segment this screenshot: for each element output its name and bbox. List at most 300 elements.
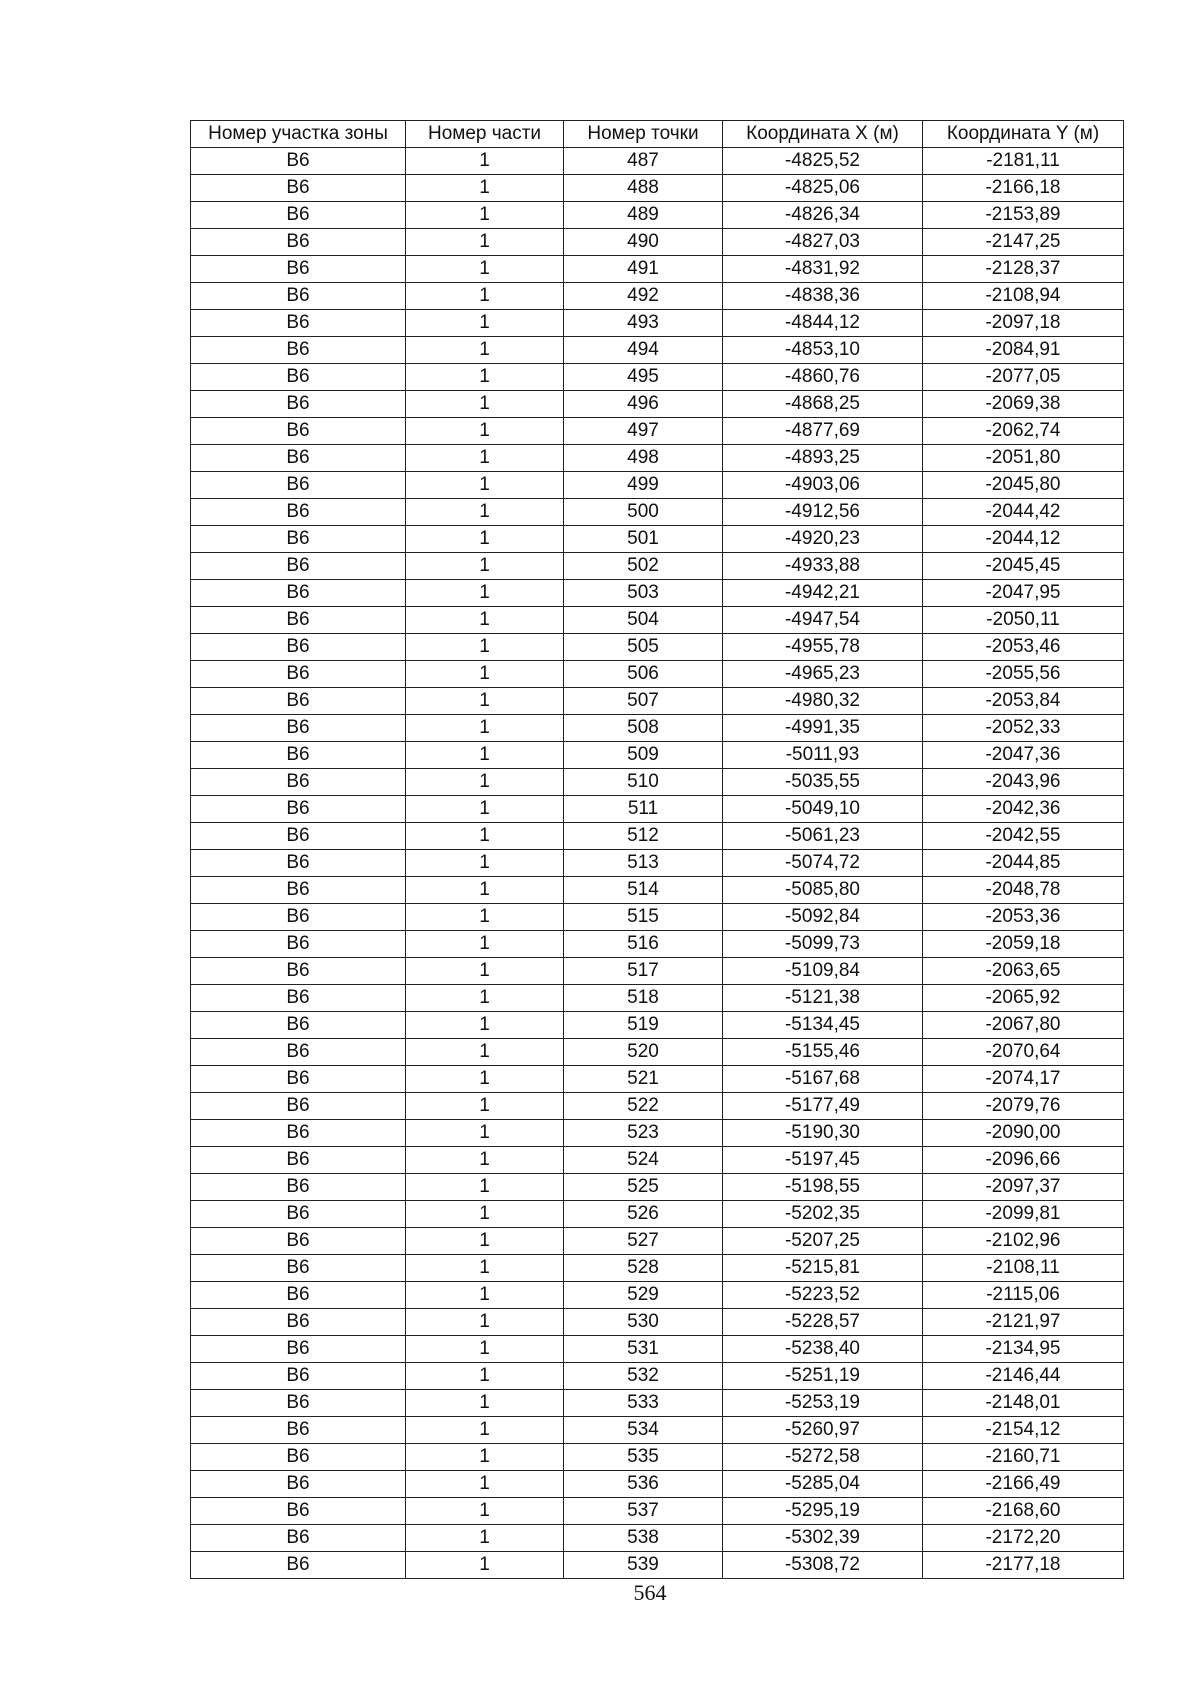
- table-row: [191, 445, 1124, 472]
- table-row: [191, 553, 1124, 580]
- part-number-cell: 1: [406, 1390, 564, 1417]
- coordinate-y-cell: -2097,18: [923, 310, 1124, 337]
- part-number-cell: 1: [406, 418, 564, 445]
- part-number-cell: 1: [406, 1120, 564, 1147]
- zone-section-cell: В6: [191, 364, 406, 391]
- point-number-cell: 507: [564, 688, 723, 715]
- point-number-cell: 535: [564, 1444, 723, 1471]
- zone-section-cell: В6: [191, 580, 406, 607]
- coordinate-x-cell: -5223,52: [723, 1282, 923, 1309]
- table-row: [191, 310, 1124, 337]
- table-row: [191, 742, 1124, 769]
- coordinate-x-cell: -5074,72: [723, 850, 923, 877]
- table-row: [191, 526, 1124, 553]
- part-number-cell: 1: [406, 850, 564, 877]
- part-number-cell: 1: [406, 175, 564, 202]
- part-number-cell: 1: [406, 1174, 564, 1201]
- coordinate-x-cell: -4868,25: [723, 391, 923, 418]
- part-number-cell: 1: [406, 985, 564, 1012]
- point-number-cell: 531: [564, 1336, 723, 1363]
- zone-section-cell: В6: [191, 607, 406, 634]
- coordinate-y-cell: -2079,76: [923, 1093, 1124, 1120]
- coordinate-y-cell: -2172,20: [923, 1525, 1124, 1552]
- table-row: [191, 499, 1124, 526]
- coordinate-y-cell: -2051,80: [923, 445, 1124, 472]
- table-row: [191, 715, 1124, 742]
- zone-section-cell: В6: [191, 796, 406, 823]
- coordinate-y-cell: -2102,96: [923, 1228, 1124, 1255]
- coordinate-y-cell: -2108,94: [923, 283, 1124, 310]
- part-number-cell: 1: [406, 148, 564, 175]
- table-row: [191, 337, 1124, 364]
- point-number-cell: 495: [564, 364, 723, 391]
- zone-section-cell: В6: [191, 553, 406, 580]
- coordinate-x-cell: -5215,81: [723, 1255, 923, 1282]
- part-number-cell: 1: [406, 1363, 564, 1390]
- coordinate-y-cell: -2153,89: [923, 202, 1124, 229]
- coordinate-y-cell: -2128,37: [923, 256, 1124, 283]
- table-row: [191, 769, 1124, 796]
- coordinate-y-cell: -2069,38: [923, 391, 1124, 418]
- point-number-cell: 501: [564, 526, 723, 553]
- point-number-cell: 533: [564, 1390, 723, 1417]
- coordinate-x-cell: -5011,93: [723, 742, 923, 769]
- part-number-cell: 1: [406, 526, 564, 553]
- point-number-cell: 497: [564, 418, 723, 445]
- coordinate-x-cell: -5285,04: [723, 1471, 923, 1498]
- zone-section-cell: В6: [191, 769, 406, 796]
- coordinate-x-cell: -5134,45: [723, 1012, 923, 1039]
- coordinate-x-cell: -5302,39: [723, 1525, 923, 1552]
- zone-section-cell: В6: [191, 499, 406, 526]
- coordinate-y-cell: -2181,11: [923, 148, 1124, 175]
- point-number-cell: 506: [564, 661, 723, 688]
- coordinate-x-cell: -5049,10: [723, 796, 923, 823]
- zone-section-cell: В6: [191, 1363, 406, 1390]
- point-number-cell: 490: [564, 229, 723, 256]
- table-header: [191, 121, 1124, 148]
- table-row: [191, 1390, 1124, 1417]
- part-number-cell: 1: [406, 472, 564, 499]
- coordinate-x-cell: -5260,97: [723, 1417, 923, 1444]
- zone-section-cell: В6: [191, 175, 406, 202]
- zone-section-cell: В6: [191, 1417, 406, 1444]
- zone-section-cell: В6: [191, 418, 406, 445]
- zone-section-cell: В6: [191, 1552, 406, 1579]
- coordinate-x-cell: -4831,92: [723, 256, 923, 283]
- coordinate-x-cell: -4947,54: [723, 607, 923, 634]
- coordinate-y-cell: -2043,96: [923, 769, 1124, 796]
- zone-section-cell: В6: [191, 148, 406, 175]
- table-row: [191, 823, 1124, 850]
- table-row: [191, 391, 1124, 418]
- coordinate-x-cell: -5308,72: [723, 1552, 923, 1579]
- part-number-cell: 1: [406, 1471, 564, 1498]
- coordinate-y-cell: -2045,45: [923, 553, 1124, 580]
- coordinate-y-cell: -2096,66: [923, 1147, 1124, 1174]
- point-number-cell: 522: [564, 1093, 723, 1120]
- point-number-cell: 503: [564, 580, 723, 607]
- part-number-cell: 1: [406, 1417, 564, 1444]
- coordinate-x-cell: -5295,19: [723, 1498, 923, 1525]
- point-number-cell: 504: [564, 607, 723, 634]
- point-number-cell: 523: [564, 1120, 723, 1147]
- table-row: [191, 1498, 1124, 1525]
- table-row: [191, 472, 1124, 499]
- zone-section-cell: В6: [191, 445, 406, 472]
- part-number-cell: 1: [406, 256, 564, 283]
- table-row: [191, 229, 1124, 256]
- coordinate-x-cell: -5085,80: [723, 877, 923, 904]
- part-number-cell: 1: [406, 580, 564, 607]
- part-number-cell: 1: [406, 1552, 564, 1579]
- point-number-cell: 515: [564, 904, 723, 931]
- point-number-cell: 494: [564, 337, 723, 364]
- coordinate-x-cell: -5155,46: [723, 1039, 923, 1066]
- header-coordinate-x: Координата X (м): [723, 121, 923, 148]
- header-part-number: Номер части: [406, 121, 564, 148]
- coordinate-x-cell: -5190,30: [723, 1120, 923, 1147]
- part-number-cell: 1: [406, 445, 564, 472]
- table-body: [191, 148, 1124, 1579]
- table-row: [191, 1444, 1124, 1471]
- point-number-cell: 488: [564, 175, 723, 202]
- part-number-cell: 1: [406, 202, 564, 229]
- coordinate-x-cell: -4825,06: [723, 175, 923, 202]
- part-number-cell: 1: [406, 1336, 564, 1363]
- coordinate-y-cell: -2154,12: [923, 1417, 1124, 1444]
- table-row: [191, 1093, 1124, 1120]
- part-number-cell: 1: [406, 1201, 564, 1228]
- part-number-cell: 1: [406, 1147, 564, 1174]
- coordinate-x-cell: -4955,78: [723, 634, 923, 661]
- part-number-cell: 1: [406, 283, 564, 310]
- point-number-cell: 524: [564, 1147, 723, 1174]
- zone-section-cell: В6: [191, 1039, 406, 1066]
- table-row: [191, 796, 1124, 823]
- part-number-cell: 1: [406, 1498, 564, 1525]
- coordinate-x-cell: -5207,25: [723, 1228, 923, 1255]
- point-number-cell: 530: [564, 1309, 723, 1336]
- part-number-cell: 1: [406, 1228, 564, 1255]
- coordinate-x-cell: -4877,69: [723, 418, 923, 445]
- part-number-cell: 1: [406, 634, 564, 661]
- coordinate-y-cell: -2052,33: [923, 715, 1124, 742]
- zone-section-cell: В6: [191, 337, 406, 364]
- coordinate-y-cell: -2047,95: [923, 580, 1124, 607]
- zone-section-cell: В6: [191, 310, 406, 337]
- coordinate-y-cell: -2044,42: [923, 499, 1124, 526]
- table-row: [191, 877, 1124, 904]
- part-number-cell: 1: [406, 1093, 564, 1120]
- table-row: [191, 904, 1124, 931]
- point-number-cell: 517: [564, 958, 723, 985]
- coordinate-y-cell: -2084,91: [923, 337, 1124, 364]
- coordinate-y-cell: -2053,36: [923, 904, 1124, 931]
- part-number-cell: 1: [406, 877, 564, 904]
- point-number-cell: 496: [564, 391, 723, 418]
- point-number-cell: 521: [564, 1066, 723, 1093]
- coordinate-y-cell: -2059,18: [923, 931, 1124, 958]
- zone-section-cell: В6: [191, 958, 406, 985]
- zone-section-cell: В6: [191, 877, 406, 904]
- coordinate-y-cell: -2067,80: [923, 1012, 1124, 1039]
- coordinate-x-cell: -5251,19: [723, 1363, 923, 1390]
- part-number-cell: 1: [406, 661, 564, 688]
- coordinate-y-cell: -2050,11: [923, 607, 1124, 634]
- zone-section-cell: В6: [191, 1012, 406, 1039]
- table-row: [191, 283, 1124, 310]
- table-row: [191, 931, 1124, 958]
- part-number-cell: 1: [406, 1282, 564, 1309]
- coordinate-x-cell: -5253,19: [723, 1390, 923, 1417]
- zone-section-cell: В6: [191, 472, 406, 499]
- zone-section-cell: В6: [191, 1120, 406, 1147]
- point-number-cell: 539: [564, 1552, 723, 1579]
- coordinate-y-cell: -2053,84: [923, 688, 1124, 715]
- point-number-cell: 513: [564, 850, 723, 877]
- point-number-cell: 519: [564, 1012, 723, 1039]
- table-row: [191, 256, 1124, 283]
- table-row: [191, 418, 1124, 445]
- point-number-cell: 511: [564, 796, 723, 823]
- part-number-cell: 1: [406, 715, 564, 742]
- point-number-cell: 493: [564, 310, 723, 337]
- table-row: [191, 1471, 1124, 1498]
- coordinate-x-cell: -4826,34: [723, 202, 923, 229]
- table-row: [191, 1417, 1124, 1444]
- coordinate-x-cell: -4825,52: [723, 148, 923, 175]
- coordinate-y-cell: -2077,05: [923, 364, 1124, 391]
- zone-section-cell: В6: [191, 1498, 406, 1525]
- point-number-cell: 502: [564, 553, 723, 580]
- table-row: [191, 148, 1124, 175]
- part-number-cell: 1: [406, 1012, 564, 1039]
- coordinate-y-cell: -2047,36: [923, 742, 1124, 769]
- table-row: [191, 661, 1124, 688]
- table-row: [191, 1039, 1124, 1066]
- table-row: [191, 1120, 1124, 1147]
- table-row: [191, 1201, 1124, 1228]
- part-number-cell: 1: [406, 796, 564, 823]
- zone-section-cell: В6: [191, 283, 406, 310]
- coordinate-x-cell: -4903,06: [723, 472, 923, 499]
- coordinate-y-cell: -2042,36: [923, 796, 1124, 823]
- part-number-cell: 1: [406, 769, 564, 796]
- coordinate-y-cell: -2042,55: [923, 823, 1124, 850]
- table-row: [191, 1309, 1124, 1336]
- point-number-cell: 509: [564, 742, 723, 769]
- zone-section-cell: В6: [191, 1093, 406, 1120]
- coordinate-y-cell: -2063,65: [923, 958, 1124, 985]
- point-number-cell: 529: [564, 1282, 723, 1309]
- coordinate-x-cell: -4965,23: [723, 661, 923, 688]
- part-number-cell: 1: [406, 229, 564, 256]
- header-point-number: Номер точки: [564, 121, 723, 148]
- zone-section-cell: В6: [191, 661, 406, 688]
- table-row: [191, 607, 1124, 634]
- part-number-cell: 1: [406, 553, 564, 580]
- zone-section-cell: В6: [191, 256, 406, 283]
- table-row: [191, 580, 1124, 607]
- part-number-cell: 1: [406, 391, 564, 418]
- coordinate-x-cell: -5228,57: [723, 1309, 923, 1336]
- coordinate-y-cell: -2168,60: [923, 1498, 1124, 1525]
- coordinate-x-cell: -5121,38: [723, 985, 923, 1012]
- header-row: [191, 121, 1124, 148]
- coordinate-y-cell: -2097,37: [923, 1174, 1124, 1201]
- zone-section-cell: В6: [191, 1336, 406, 1363]
- part-number-cell: 1: [406, 958, 564, 985]
- point-number-cell: 538: [564, 1525, 723, 1552]
- part-number-cell: 1: [406, 904, 564, 931]
- zone-section-cell: В6: [191, 742, 406, 769]
- part-number-cell: 1: [406, 688, 564, 715]
- zone-section-cell: В6: [191, 391, 406, 418]
- zone-section-cell: В6: [191, 985, 406, 1012]
- table-row: [191, 634, 1124, 661]
- coordinate-y-cell: -2065,92: [923, 985, 1124, 1012]
- point-number-cell: 498: [564, 445, 723, 472]
- part-number-cell: 1: [406, 310, 564, 337]
- point-number-cell: 526: [564, 1201, 723, 1228]
- point-number-cell: 518: [564, 985, 723, 1012]
- zone-section-cell: В6: [191, 1255, 406, 1282]
- point-number-cell: 491: [564, 256, 723, 283]
- zone-section-cell: В6: [191, 202, 406, 229]
- zone-section-cell: В6: [191, 1525, 406, 1552]
- zone-section-cell: В6: [191, 1471, 406, 1498]
- table-row: [191, 202, 1124, 229]
- coordinate-x-cell: -5202,35: [723, 1201, 923, 1228]
- coordinate-y-cell: -2070,64: [923, 1039, 1124, 1066]
- coordinate-y-cell: -2134,95: [923, 1336, 1124, 1363]
- part-number-cell: 1: [406, 1255, 564, 1282]
- table-row: [191, 985, 1124, 1012]
- coordinate-x-cell: -5061,23: [723, 823, 923, 850]
- point-number-cell: 527: [564, 1228, 723, 1255]
- table-row: [191, 364, 1124, 391]
- point-number-cell: 536: [564, 1471, 723, 1498]
- zone-section-cell: В6: [191, 229, 406, 256]
- zone-section-cell: В6: [191, 1201, 406, 1228]
- coordinate-y-cell: -2044,85: [923, 850, 1124, 877]
- point-number-cell: 520: [564, 1039, 723, 1066]
- part-number-cell: 1: [406, 607, 564, 634]
- table-row: [191, 1066, 1124, 1093]
- point-number-cell: 500: [564, 499, 723, 526]
- zone-section-cell: В6: [191, 1282, 406, 1309]
- zone-section-cell: В6: [191, 1444, 406, 1471]
- table-row: [191, 1012, 1124, 1039]
- coordinate-x-cell: -5167,68: [723, 1066, 923, 1093]
- coordinate-x-cell: -4933,88: [723, 553, 923, 580]
- coordinate-y-cell: -2074,17: [923, 1066, 1124, 1093]
- zone-section-cell: В6: [191, 715, 406, 742]
- part-number-cell: 1: [406, 1039, 564, 1066]
- coordinate-x-cell: -4853,10: [723, 337, 923, 364]
- coordinate-x-cell: -5092,84: [723, 904, 923, 931]
- zone-section-cell: В6: [191, 850, 406, 877]
- part-number-cell: 1: [406, 1066, 564, 1093]
- coordinate-x-cell: -5109,84: [723, 958, 923, 985]
- table-row: [191, 688, 1124, 715]
- point-number-cell: 510: [564, 769, 723, 796]
- zone-section-cell: В6: [191, 904, 406, 931]
- part-number-cell: 1: [406, 931, 564, 958]
- table-row: [191, 1552, 1124, 1579]
- point-number-cell: 489: [564, 202, 723, 229]
- point-number-cell: 537: [564, 1498, 723, 1525]
- zone-section-cell: В6: [191, 526, 406, 553]
- part-number-cell: 1: [406, 823, 564, 850]
- coordinate-x-cell: -4991,35: [723, 715, 923, 742]
- part-number-cell: 1: [406, 742, 564, 769]
- point-number-cell: 532: [564, 1363, 723, 1390]
- coordinate-y-cell: -2148,01: [923, 1390, 1124, 1417]
- point-number-cell: 487: [564, 148, 723, 175]
- coordinate-x-cell: -5197,45: [723, 1147, 923, 1174]
- coordinate-x-cell: -4827,03: [723, 229, 923, 256]
- page-number: 564: [633, 1580, 667, 1605]
- zone-section-cell: В6: [191, 688, 406, 715]
- zone-section-cell: В6: [191, 1174, 406, 1201]
- coordinate-x-cell: -4893,25: [723, 445, 923, 472]
- coordinate-y-cell: -2115,06: [923, 1282, 1124, 1309]
- point-number-cell: 512: [564, 823, 723, 850]
- coordinate-y-cell: -2044,12: [923, 526, 1124, 553]
- coordinate-x-cell: -4980,32: [723, 688, 923, 715]
- coordinate-y-cell: -2055,56: [923, 661, 1124, 688]
- coordinate-y-cell: -2048,78: [923, 877, 1124, 904]
- coordinate-y-cell: -2090,00: [923, 1120, 1124, 1147]
- point-number-cell: 516: [564, 931, 723, 958]
- coordinate-x-cell: -5099,73: [723, 931, 923, 958]
- part-number-cell: 1: [406, 337, 564, 364]
- table-row: [191, 1174, 1124, 1201]
- coordinates-table: [190, 120, 1124, 1579]
- part-number-cell: 1: [406, 1525, 564, 1552]
- table-row: [191, 850, 1124, 877]
- coordinate-y-cell: -2053,46: [923, 634, 1124, 661]
- point-number-cell: 528: [564, 1255, 723, 1282]
- coordinate-y-cell: -2146,44: [923, 1363, 1124, 1390]
- zone-section-cell: В6: [191, 823, 406, 850]
- part-number-cell: 1: [406, 1309, 564, 1336]
- coordinate-y-cell: -2160,71: [923, 1444, 1124, 1471]
- coordinate-y-cell: -2166,18: [923, 175, 1124, 202]
- part-number-cell: 1: [406, 1444, 564, 1471]
- coordinate-x-cell: -5177,49: [723, 1093, 923, 1120]
- table-row: [191, 1525, 1124, 1552]
- table-row: [191, 1228, 1124, 1255]
- coordinate-y-cell: -2166,49: [923, 1471, 1124, 1498]
- coordinate-y-cell: -2062,74: [923, 418, 1124, 445]
- table-row: [191, 1282, 1124, 1309]
- zone-section-cell: В6: [191, 931, 406, 958]
- zone-section-cell: В6: [191, 1228, 406, 1255]
- coordinate-x-cell: -5035,55: [723, 769, 923, 796]
- point-number-cell: 505: [564, 634, 723, 661]
- zone-section-cell: В6: [191, 634, 406, 661]
- coordinate-x-cell: -4920,23: [723, 526, 923, 553]
- point-number-cell: 514: [564, 877, 723, 904]
- coordinate-y-cell: -2147,25: [923, 229, 1124, 256]
- point-number-cell: 508: [564, 715, 723, 742]
- coordinate-x-cell: -4838,36: [723, 283, 923, 310]
- coordinate-x-cell: -4844,12: [723, 310, 923, 337]
- point-number-cell: 534: [564, 1417, 723, 1444]
